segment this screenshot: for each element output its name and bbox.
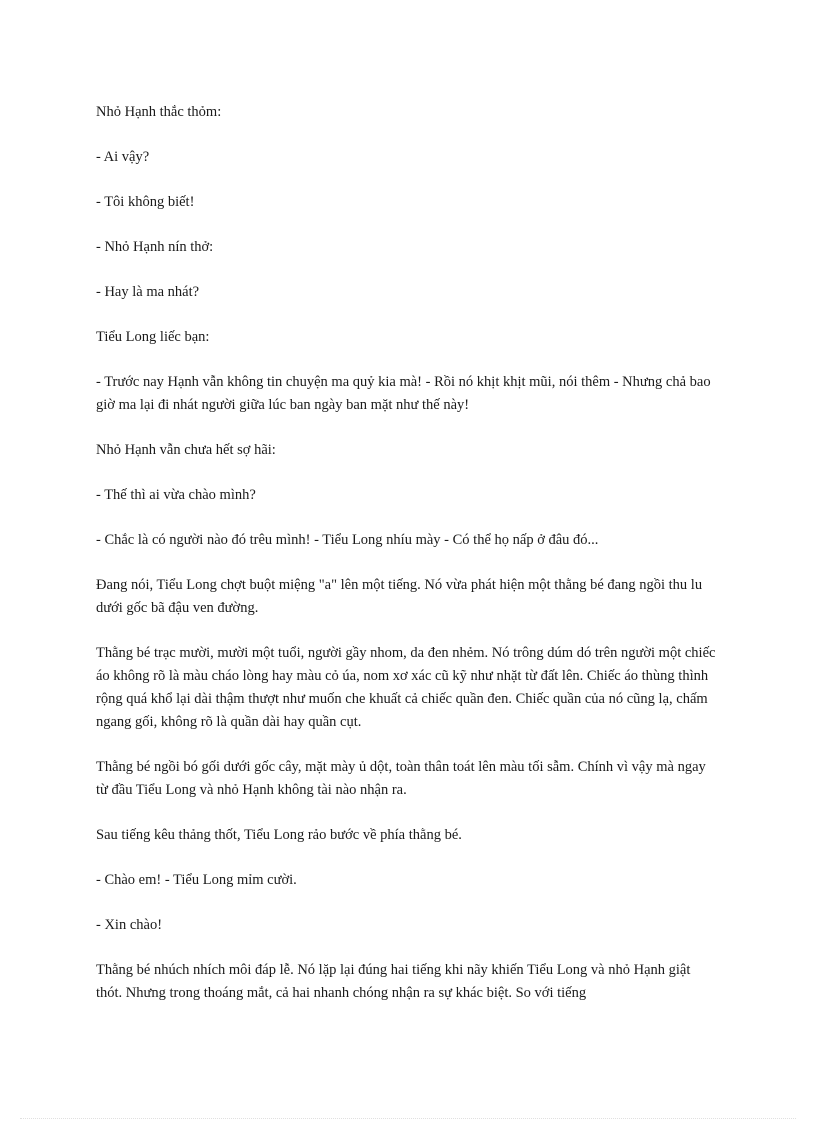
paragraph: Thằng bé trạc mười, mười một tuổi, người gầy nhom, da đen nhẻm. Nó trông dúm dó trên người một chiếc áo không rõ là màu cháo lòng hay màu cỏ úa, nom xơ xác cũ kỹ như nhặt từ đất lên. Chiếc áo thùng thình rộng quá khổ lại dài thậm thượt như muốn che khuất cả chiếc quần đen. Chiếc quần của nó cũng lạ, chấm ngang gối, không rõ là quần dài hay quần cụt.: [96, 645, 716, 730]
paragraph: - Nhỏ Hạnh nín thở:: [96, 239, 214, 255]
paragraph: - Ai vậy?: [96, 149, 150, 165]
paragraph: Nhỏ Hạnh vẫn chưa hết sợ hãi:: [96, 442, 276, 458]
paragraph: Tiểu Long liếc bạn:: [96, 329, 210, 345]
paragraph: - Hay là ma nhát?: [96, 284, 200, 300]
document-body: [96, 101, 720, 1027]
paragraph: Sau tiếng kêu thảng thốt, Tiểu Long rảo bước về phía thằng bé.: [96, 827, 462, 843]
paragraph: - Chào em! - Tiểu Long mỉm cười.: [96, 872, 297, 888]
paragraph: Nhỏ Hạnh thắc thỏm:: [96, 104, 222, 120]
paragraph: Thằng bé nhúch nhích môi đáp lễ. Nó lặp lại đúng hai tiếng khi nãy khiến Tiểu Long và nhỏ Hạnh giật thót. Nhưng trong thoáng mắt, cả hai nhanh chóng nhận ra sự khác biệt. So với tiếng: [96, 962, 691, 1001]
paragraph: Đang nói, Tiểu Long chợt buột miệng "a" lên một tiếng. Nó vừa phát hiện một thằng bé đang ngồi thu lu dưới gốc bã đậu ven đường.: [96, 577, 703, 616]
paragraph: - Xin chào!: [96, 917, 163, 933]
paragraph: Thằng bé ngồi bó gối dưới gốc cây, mặt mày ủ dột, toàn thân toát lên màu tối sẫm. Chính vì vậy mà ngay từ đầu Tiểu Long và nhỏ Hạnh không tài nào nhận ra.: [96, 759, 706, 798]
paragraph: - Tôi không biết!: [96, 194, 195, 210]
page-bottom-edge: [20, 1118, 796, 1119]
paragraph: - Trước nay Hạnh vẫn không tin chuyện ma quỷ kia mà! - Rồi nó khịt khịt mũi, nói thêm - Nhưng chả bao giờ ma lại đi nhát người giữa lúc ban ngày ban mặt như thế này!: [96, 374, 711, 413]
paragraph: - Thế thì ai vừa chào mình?: [96, 487, 256, 503]
paragraph: - Chắc là có người nào đó trêu mình! - Tiểu Long nhíu mày - Có thể họ nấp ở đâu đó...: [96, 532, 599, 548]
